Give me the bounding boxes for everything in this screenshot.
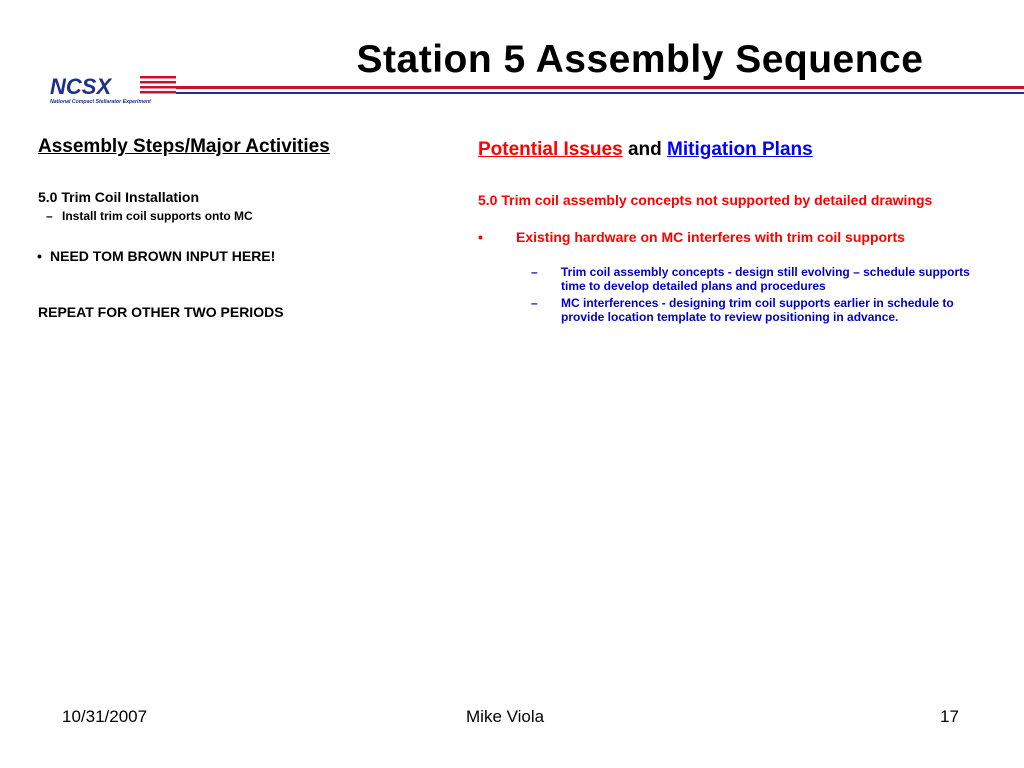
left-subheading: 5.0 Trim Coil Installation xyxy=(38,189,200,205)
mitigation-sub-item-text: Trim coil assembly concepts - design still evolving – schedule supports time to develop detailed plans and procedures xyxy=(561,265,970,293)
footer-page-number: 17 xyxy=(940,707,959,726)
mitigation-sub-item xyxy=(531,296,993,324)
bullet-icon: • xyxy=(478,229,483,245)
footer-author: Mike Viola xyxy=(466,707,545,726)
mitigation-sub-item-text: MC interferences - designing trim coil supports earlier in schedule to provide location template to review positioning in advance. xyxy=(561,296,954,324)
left-bullet-text: NEED TOM BROWN INPUT HERE! xyxy=(50,248,276,264)
bullet-icon: • xyxy=(37,248,42,264)
slide-title: Station 5 Assembly Sequence xyxy=(356,38,924,81)
left-repeat-note: REPEAT FOR OTHER TWO PERIODS xyxy=(38,304,284,320)
ncsx-logo-icon xyxy=(48,72,188,108)
logo-subtitle: National Compact Stellarator Experiment xyxy=(50,99,151,105)
right-column-heading xyxy=(478,139,813,161)
right-bullet-text: Existing hardware on MC interferes with trim coil supports xyxy=(516,229,905,245)
header-rule-blue xyxy=(176,92,1024,94)
heading-mitigation-plans: Mitigation Plans xyxy=(667,139,813,160)
left-dash-item xyxy=(46,209,253,223)
dash-bullet-icon: – xyxy=(46,209,53,223)
header-rule-red xyxy=(176,86,1024,89)
left-column-heading: Assembly Steps/Major Activities xyxy=(38,136,330,157)
dash-bullet-icon: – xyxy=(531,296,538,310)
right-issue-item: 5.0 Trim coil assembly concepts not supported by detailed drawings xyxy=(478,192,933,208)
heading-potential-issues: Potential Issues xyxy=(478,139,623,160)
right-bullet-item xyxy=(478,229,986,245)
footer-date: 10/31/2007 xyxy=(62,707,148,726)
ncsx-logo xyxy=(48,72,188,108)
left-dash-item-text: Install trim coil supports onto MC xyxy=(62,209,253,223)
logo-text: NCSX xyxy=(50,74,112,99)
mitigation-sub-item xyxy=(531,265,993,293)
dash-bullet-icon: – xyxy=(531,265,538,279)
left-bullet-item xyxy=(37,248,276,264)
heading-and: and xyxy=(627,139,662,160)
